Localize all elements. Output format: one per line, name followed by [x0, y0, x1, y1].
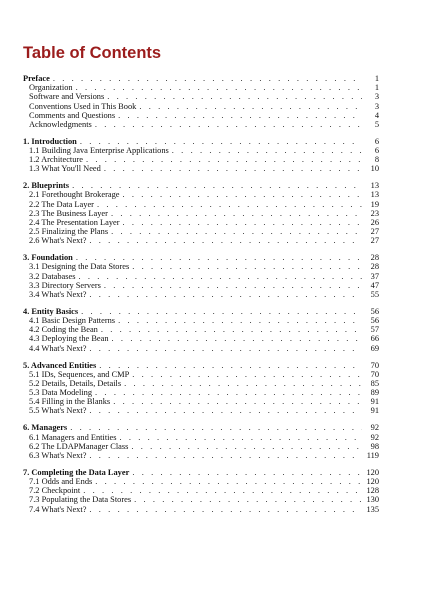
dot-leader	[123, 218, 362, 227]
toc-subsection-entry-page-number: 89	[370, 388, 379, 398]
toc-chapter-entry-page-number: 92	[370, 423, 379, 433]
dot-leader	[89, 505, 362, 514]
toc-subsection-entry-page-number: 23	[370, 208, 379, 218]
toc-chapter-entry[interactable]	[23, 361, 379, 370]
toc-subsection-entry[interactable]	[23, 227, 379, 236]
toc-chapter-entry-page-number: 13	[370, 181, 379, 191]
table-of-contents	[23, 74, 379, 522]
toc-subsection-entry-title: 4.4 What's Next?	[29, 343, 87, 353]
dot-leader	[79, 272, 362, 281]
toc-chapter-entry-title: 2. Blueprints	[23, 181, 70, 191]
toc-section	[23, 468, 379, 514]
toc-chapter-entry-title: Preface	[23, 74, 50, 83]
toc-subsection-entry[interactable]	[23, 344, 379, 353]
toc-subsection-entry[interactable]	[23, 218, 379, 227]
dot-leader	[118, 111, 362, 120]
toc-subsection-entry-page-number: 92	[370, 432, 379, 442]
toc-subsection-entry-page-number: 1	[374, 83, 379, 93]
toc-subsection-entry-title: 5.1 IDs, Sequences, and CMP	[29, 369, 130, 379]
toc-subsection-entry[interactable]	[23, 102, 379, 111]
toc-chapter-entry-page-number: 70	[370, 360, 379, 370]
toc-subsection-entry-page-number: 85	[370, 378, 379, 388]
toc-subsection-entry[interactable]	[23, 325, 379, 334]
dot-leader	[86, 155, 362, 164]
toc-subsection-entry-title: 5.5 What's Next?	[29, 406, 87, 416]
toc-section	[23, 253, 379, 299]
toc-subsection-entry[interactable]	[23, 262, 379, 271]
toc-chapter-entry-page-number: 56	[370, 306, 379, 316]
toc-subsection-entry-title: 2.5 Finalizing the Plans	[29, 227, 109, 237]
toc-subsection-entry-page-number: 37	[370, 271, 379, 281]
dot-leader	[70, 423, 362, 432]
toc-subsection-entry[interactable]	[23, 334, 379, 343]
dot-leader	[132, 370, 362, 379]
dot-leader	[172, 146, 362, 155]
toc-subsection-entry-title: 2.1 Forethought Brokerage	[29, 190, 120, 200]
toc-subsection-entry-title: Organization	[29, 83, 73, 93]
toc-subsection-entry[interactable]	[23, 370, 379, 379]
toc-chapter-entry-page-number: 28	[370, 253, 379, 263]
toc-subsection-entry[interactable]	[23, 236, 379, 245]
dot-leader	[95, 120, 362, 129]
dot-leader	[89, 406, 362, 415]
toc-subsection-entry-title: 4.2 Coding the Bean	[29, 325, 98, 335]
toc-subsection-entry-page-number: 26	[370, 218, 379, 227]
toc-subsection-entry[interactable]	[23, 190, 379, 199]
dot-leader	[72, 181, 362, 190]
toc-subsection-entry[interactable]	[23, 290, 379, 299]
dot-leader	[95, 477, 362, 486]
toc-subsection-entry[interactable]	[23, 477, 379, 486]
page-title: Table of Contents	[23, 44, 162, 62]
toc-chapter-entry-page-number: 1	[374, 74, 379, 83]
toc-subsection-entry-page-number: 56	[370, 316, 379, 326]
toc-subsection-entry-page-number: 91	[370, 397, 379, 407]
toc-subsection-entry[interactable]	[23, 120, 379, 129]
toc-chapter-entry[interactable]	[23, 253, 379, 262]
dot-leader	[139, 102, 362, 111]
toc-subsection-entry-title: 6.3 What's Next?	[29, 450, 87, 460]
toc-subsection-entry-title: 3.2 Databases	[29, 271, 76, 281]
toc-subsection-entry-title: 6.2 The LDAPManager Class	[29, 441, 129, 451]
dot-leader	[104, 164, 362, 173]
toc-subsection-entry-title: 3.3 Directory Servers	[29, 280, 101, 290]
toc-subsection-entry-page-number: 19	[370, 199, 379, 209]
toc-subsection-entry-page-number: 70	[370, 369, 379, 379]
toc-subsection-entry-title: 7.4 What's Next?	[29, 504, 87, 514]
toc-chapter-entry-page-number: 120	[366, 467, 379, 477]
toc-subsection-entry[interactable]	[23, 397, 379, 406]
toc-subsection-entry-title: 1.1 Building Java Enterprise Applications	[29, 146, 169, 155]
toc-chapter-entry[interactable]	[23, 137, 379, 146]
toc-subsection-entry-page-number: 3	[374, 92, 379, 102]
dot-leader	[101, 325, 362, 334]
toc-subsection-entry[interactable]	[23, 388, 379, 397]
toc-subsection-entry-title: 7.1 Odds and Ends	[29, 477, 93, 487]
dot-leader	[132, 468, 362, 477]
dot-leader	[97, 200, 362, 209]
toc-chapter-entry-title: 6. Managers	[23, 423, 68, 433]
toc-subsection-entry-title: 5.2 Details, Details, Details	[29, 378, 122, 388]
toc-chapter-entry[interactable]	[23, 181, 379, 190]
dot-leader	[132, 262, 362, 271]
toc-subsection-entry-title: 2.3 The Business Layer	[29, 208, 108, 218]
toc-subsection-entry[interactable]	[23, 486, 379, 495]
toc-subsection-entry[interactable]	[23, 495, 379, 504]
toc-subsection-entry-page-number: 27	[370, 236, 379, 246]
toc-subsection-entry-title: 1.2 Architecture	[29, 155, 83, 165]
toc-section	[23, 423, 379, 460]
dot-leader	[95, 388, 362, 397]
toc-subsection-entry-title: 6.1 Managers and Entities	[29, 432, 117, 442]
dot-leader	[89, 236, 362, 245]
dot-leader	[134, 495, 362, 504]
toc-chapter-entry[interactable]	[23, 468, 379, 477]
toc-subsection-entry-page-number: 120	[366, 477, 379, 487]
toc-subsection-entry-page-number: 98	[370, 441, 379, 451]
toc-subsection-entry-title: 2.6 What's Next?	[29, 236, 87, 246]
dot-leader	[89, 290, 362, 299]
toc-subsection-entry-title: Acknowledgments	[29, 119, 92, 129]
toc-chapter-entry-title: 1. Introduction	[23, 136, 77, 146]
toc-subsection-entry-page-number: 28	[370, 262, 379, 272]
toc-subsection-entry-page-number: 55	[370, 290, 379, 299]
toc-subsection-entry[interactable]	[23, 209, 379, 218]
toc-subsection-entry-title: 5.3 Data Modeling	[29, 388, 93, 398]
toc-subsection-entry-title: 7.3 Populating the Data Stores	[29, 495, 132, 505]
toc-subsection-entry[interactable]	[23, 111, 379, 120]
toc-subsection-entry-page-number: 128	[366, 486, 379, 496]
toc-subsection-entry-page-number: 47	[370, 280, 379, 290]
toc-subsection-entry-title: Comments and Questions	[29, 110, 116, 120]
toc-subsection-entry[interactable]	[23, 272, 379, 281]
dot-leader	[113, 397, 362, 406]
dot-leader	[80, 137, 362, 146]
toc-chapter-entry-page-number: 6	[374, 136, 379, 146]
toc-subsection-entry[interactable]	[23, 281, 379, 290]
dot-leader	[89, 344, 362, 353]
dot-leader	[119, 433, 362, 442]
toc-section	[23, 74, 379, 129]
toc-subsection-entry-title: Software and Versions	[29, 92, 105, 102]
toc-subsection-entry[interactable]	[23, 442, 379, 451]
toc-subsection-entry[interactable]	[23, 451, 379, 460]
dot-leader	[99, 361, 362, 370]
toc-subsection-entry-page-number: 66	[370, 334, 379, 344]
dot-leader	[118, 316, 362, 325]
dot-leader	[112, 334, 362, 343]
toc-subsection-entry-page-number: 13	[370, 190, 379, 200]
toc-subsection-entry[interactable]	[23, 505, 379, 514]
toc-subsection-entry-title: 2.2 The Data Layer	[29, 199, 94, 209]
toc-chapter-entry[interactable]	[23, 74, 379, 83]
toc-chapter-entry-title: 7. Completing the Data Layer	[23, 467, 130, 477]
toc-section	[23, 181, 379, 245]
toc-subsection-entry-title: 3.1 Designing the Data Stores	[29, 262, 130, 272]
dot-leader	[131, 442, 362, 451]
dot-leader	[89, 451, 362, 460]
toc-subsection-entry[interactable]	[23, 200, 379, 209]
toc-section	[23, 307, 379, 353]
toc-subsection-entry-page-number: 8	[374, 155, 379, 165]
dot-leader	[76, 253, 362, 262]
toc-subsection-entry-page-number: 91	[370, 406, 379, 416]
toc-subsection-entry-title: 7.2 Checkpoint	[29, 486, 81, 496]
toc-subsection-entry[interactable]	[23, 433, 379, 442]
toc-subsection-entry-title: 1.3 What You'll Need	[29, 164, 101, 174]
dot-leader	[83, 486, 362, 495]
toc-subsection-entry-page-number: 4	[374, 110, 379, 120]
dot-leader	[107, 92, 362, 101]
toc-subsection-entry-page-number: 3	[374, 101, 379, 111]
dot-leader	[124, 379, 362, 388]
toc-subsection-entry-title: 3.4 What's Next?	[29, 290, 87, 299]
toc-subsection-entry-title: 4.1 Basic Design Patterns	[29, 316, 116, 326]
toc-subsection-entry-title: Conventions Used in This Book	[29, 101, 137, 111]
toc-chapter-entry-title: 4. Entity Basics	[23, 306, 79, 316]
toc-subsection-entry[interactable]	[23, 379, 379, 388]
toc-subsection-entry-page-number: 6	[374, 146, 379, 155]
toc-chapter-entry-title: 5. Advanced Entities	[23, 360, 97, 370]
dot-leader	[122, 190, 362, 199]
toc-subsection-entry[interactable]	[23, 406, 379, 415]
toc-subsection-entry[interactable]	[23, 92, 379, 101]
toc-subsection-entry-title: 4.3 Deploying the Bean	[29, 334, 109, 344]
toc-subsection-entry[interactable]	[23, 83, 379, 92]
toc-subsection-entry-page-number: 69	[370, 343, 379, 353]
toc-section	[23, 361, 379, 416]
toc-subsection-entry-page-number: 130	[366, 495, 379, 505]
toc-chapter-entry[interactable]	[23, 307, 379, 316]
toc-subsection-entry-page-number: 57	[370, 325, 379, 335]
toc-subsection-entry-page-number: 135	[366, 504, 379, 514]
toc-subsection-entry[interactable]	[23, 164, 379, 173]
dot-leader	[81, 307, 362, 316]
toc-chapter-entry-title: 3. Foundation	[23, 253, 73, 263]
toc-subsection-entry[interactable]	[23, 146, 379, 155]
toc-subsection-entry-page-number: 10	[370, 164, 379, 174]
toc-subsection-entry-page-number: 5	[374, 119, 379, 129]
dot-leader	[104, 281, 362, 290]
toc-subsection-entry[interactable]	[23, 316, 379, 325]
toc-subsection-entry-page-number: 27	[370, 227, 379, 237]
toc-chapter-entry[interactable]	[23, 423, 379, 432]
toc-section	[23, 137, 379, 174]
dot-leader	[76, 83, 362, 92]
dot-leader	[111, 209, 362, 218]
dot-leader	[111, 227, 362, 236]
dot-leader	[53, 74, 362, 83]
toc-subsection-entry[interactable]	[23, 155, 379, 164]
toc-subsection-entry-page-number: 119	[366, 450, 379, 460]
toc-subsection-entry-title: 5.4 Filling in the Blanks	[29, 397, 111, 407]
toc-subsection-entry-title: 2.4 The Presentation Layer	[29, 218, 120, 227]
